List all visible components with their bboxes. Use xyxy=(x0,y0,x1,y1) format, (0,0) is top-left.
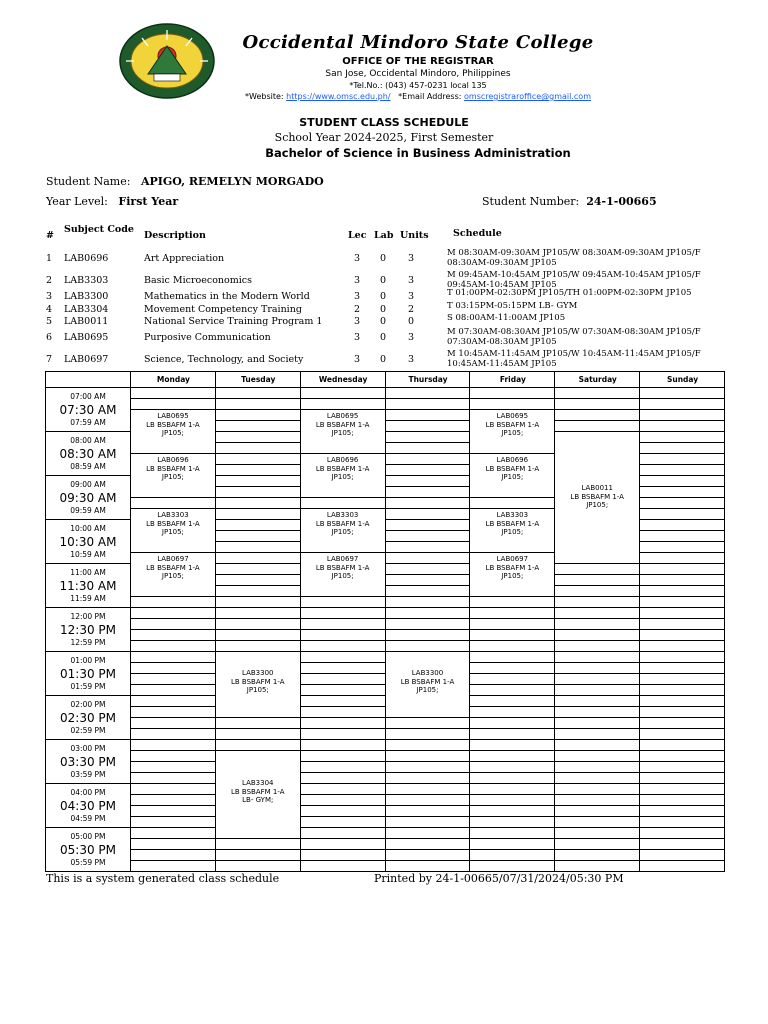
class-code: LAB3304 xyxy=(242,779,274,787)
class-block[interactable] xyxy=(301,509,385,553)
class-section: LB BSBAFM 1-A xyxy=(315,464,370,473)
class-code: LAB0695 xyxy=(496,412,529,420)
subject-code: LAB3303 xyxy=(64,275,109,286)
timetable-grid xyxy=(45,371,725,872)
class-block[interactable] xyxy=(131,410,215,454)
class-code: LAB0697 xyxy=(326,555,359,563)
college-seal-logo xyxy=(118,22,216,100)
grid-line xyxy=(130,640,724,641)
time-block xyxy=(46,519,130,563)
class-code: LAB3300 xyxy=(242,669,274,677)
time-mid: 10:30 AM xyxy=(59,535,117,549)
day-header: Friday xyxy=(469,372,555,388)
time-mid: 12:30 PM xyxy=(60,623,116,637)
time-start: 01:00 PM xyxy=(70,656,106,665)
class-section: LB BSBAFM 1-A xyxy=(146,464,200,473)
program-name: Bachelor of Science in Business Administration xyxy=(265,146,571,160)
class-section: LB BSBAFM 1-A xyxy=(146,519,200,528)
class-section: LB BSBAFM 1-A xyxy=(485,519,540,528)
class-code: LAB0696 xyxy=(157,456,189,464)
subject-lec: 3 xyxy=(353,275,361,286)
class-block[interactable] xyxy=(386,652,470,718)
grid-line xyxy=(130,420,724,421)
day-header: Saturday xyxy=(554,372,640,388)
time-end: 03:59 PM xyxy=(70,770,106,779)
grid-line xyxy=(130,728,724,729)
class-section: LB BSBAFM 1-A xyxy=(570,492,624,501)
time-block xyxy=(46,431,130,475)
time-mid: 07:30 AM xyxy=(59,403,117,417)
class-section: LB BSBAFM 1-A xyxy=(485,563,540,572)
grid-line xyxy=(639,372,640,871)
student-number: 24-1-00665 xyxy=(586,195,657,208)
subject-schedule: M 09:45AM-10:45AM JP105/W 09:45AM-10:45AM JP105/F 09:45AM-10:45AM JP105 xyxy=(447,270,701,290)
header-lab: Lab xyxy=(374,230,394,241)
time-block xyxy=(46,651,130,695)
subject-units: 3 xyxy=(407,291,415,302)
class-room: JP105; xyxy=(501,572,524,580)
subject-lec: 3 xyxy=(353,354,361,365)
class-block[interactable] xyxy=(555,432,639,564)
subject-description: Mathematics in the Modern World xyxy=(144,291,310,302)
time-end: 11:59 AM xyxy=(70,594,106,603)
day-header: Wednesday xyxy=(300,372,386,388)
class-code: LAB0695 xyxy=(326,412,359,420)
subject-lec: 3 xyxy=(353,316,361,327)
class-section: LB BSBAFM 1-A xyxy=(146,420,200,429)
subject-units: 0 xyxy=(407,316,415,327)
subject-code: LAB0011 xyxy=(64,316,109,327)
time-start: 05:00 PM xyxy=(70,832,106,841)
subject-schedule: T 03:15PM-05:15PM LB- GYM xyxy=(447,301,578,311)
class-block[interactable] xyxy=(301,410,385,454)
day-header: Thursday xyxy=(385,372,471,388)
class-code: LAB3303 xyxy=(157,511,189,519)
subject-code: LAB0696 xyxy=(64,253,109,264)
class-room: JP105; xyxy=(161,528,184,536)
class-section: LB BSBAFM 1-A xyxy=(485,420,540,429)
class-room: JP105; xyxy=(246,686,269,694)
class-room: JP105; xyxy=(161,473,184,481)
time-mid: 04:30 PM xyxy=(60,799,116,813)
website-label: *Website: xyxy=(245,92,284,101)
school-year: School Year 2024-2025, First Semester xyxy=(274,131,494,144)
class-code: LAB3303 xyxy=(326,511,359,519)
grid-line xyxy=(130,739,724,740)
website-link[interactable]: https://www.omsc.edu.ph/ xyxy=(286,92,391,101)
time-start: 02:00 PM xyxy=(70,700,106,709)
time-end: 12:59 PM xyxy=(70,638,106,647)
time-start: 09:00 AM xyxy=(70,480,106,489)
subject-code: LAB3304 xyxy=(64,304,109,315)
time-block xyxy=(46,827,130,871)
time-start: 11:00 AM xyxy=(70,568,106,577)
class-room: JP105; xyxy=(416,686,439,694)
year-level: First Year xyxy=(118,195,179,208)
time-mid: 03:30 PM xyxy=(60,755,116,769)
subject-lab: 0 xyxy=(379,291,387,302)
office-title: OFFICE OF THE REGISTRAR xyxy=(342,56,494,67)
time-block xyxy=(46,387,130,431)
subject-number: 5 xyxy=(46,316,53,327)
class-room: JP105; xyxy=(161,429,184,437)
class-code: LAB0695 xyxy=(157,412,189,420)
class-section: LB BSBAFM 1-A xyxy=(315,563,370,572)
subject-schedule: T 01:00PM-02:30PM JP105/TH 01:00PM-02:30PM JP105 xyxy=(447,288,692,298)
email-link[interactable]: omscregistraroffice@gmail.com xyxy=(464,92,591,101)
time-block xyxy=(46,739,130,783)
time-start: 12:00 PM xyxy=(70,612,106,621)
class-section: LB BSBAFM 1-A xyxy=(315,420,370,429)
class-section: LB BSBAFM 1-A xyxy=(485,464,540,473)
subject-units: 3 xyxy=(407,253,415,264)
grid-line xyxy=(130,409,724,410)
system-generated-note: This is a system generated class schedule xyxy=(46,872,280,885)
class-room: JP105; xyxy=(331,528,354,536)
grid-line xyxy=(130,629,724,630)
time-block xyxy=(46,563,130,607)
header-description: Description xyxy=(144,230,206,241)
subject-units: 3 xyxy=(407,275,415,286)
class-room: JP105; xyxy=(331,473,354,481)
class-block[interactable] xyxy=(131,454,215,498)
subject-units: 2 xyxy=(407,304,415,315)
printed-by: Printed by 24-1-00665/07/31/2024/05:30 PM xyxy=(374,872,624,885)
subject-lec: 3 xyxy=(353,253,361,264)
day-header: Monday xyxy=(130,372,216,388)
grid-line xyxy=(130,618,724,619)
year-level-row xyxy=(46,195,178,208)
college-name: Occidental Mindoro State College xyxy=(242,32,594,53)
document-title: STUDENT CLASS SCHEDULE xyxy=(299,116,469,129)
header-number: # xyxy=(46,230,54,241)
class-code: LAB0696 xyxy=(326,456,359,464)
subject-lab: 0 xyxy=(379,304,387,315)
subject-number: 4 xyxy=(46,304,53,315)
time-mid: 02:30 PM xyxy=(60,711,116,725)
class-section: LB BSBAFM 1-A xyxy=(146,563,200,572)
subjects-header-row xyxy=(46,225,726,247)
time-mid: 01:30 PM xyxy=(60,667,116,681)
class-room: JP105; xyxy=(161,572,184,580)
class-room: JP105; xyxy=(331,572,354,580)
header-lec: Lec xyxy=(348,230,367,241)
class-block[interactable] xyxy=(470,553,554,597)
time-end: 07:59 AM xyxy=(70,418,106,427)
student-name-row xyxy=(46,175,324,188)
time-end: 05:59 PM xyxy=(70,858,106,867)
grid-line xyxy=(130,585,724,586)
class-room: JP105; xyxy=(501,528,524,536)
grid-line xyxy=(130,849,724,850)
class-room: JP105; xyxy=(331,429,354,437)
subject-units: 3 xyxy=(407,354,415,365)
class-block[interactable] xyxy=(470,509,554,553)
grid-line xyxy=(130,596,724,597)
class-code: LAB0011 xyxy=(581,484,613,492)
class-section: LB BSBAFM 1-A xyxy=(230,677,285,686)
subject-code: LAB0697 xyxy=(64,354,109,365)
time-block xyxy=(46,475,130,519)
class-code: LAB3303 xyxy=(496,511,529,519)
subject-lab: 0 xyxy=(379,332,387,343)
email-label: *Email Address: xyxy=(398,92,462,101)
subject-lab: 0 xyxy=(379,354,387,365)
time-mid: 09:30 AM xyxy=(59,491,117,505)
subject-number: 6 xyxy=(46,332,53,343)
subject-schedule: S 08:00AM-11:00AM JP105 xyxy=(447,313,566,323)
class-section: LB BSBAFM 1-A xyxy=(400,677,455,686)
subject-lab: 0 xyxy=(379,275,387,286)
time-mid: 11:30 AM xyxy=(59,579,117,593)
class-block[interactable] xyxy=(216,652,300,718)
class-block[interactable] xyxy=(301,553,385,597)
time-end: 04:59 PM xyxy=(70,814,106,823)
subject-schedule: M 08:30AM-09:30AM JP105/W 08:30AM-09:30AM JP105/F 08:30AM-09:30AM JP105 xyxy=(447,248,701,268)
header-units: Units xyxy=(400,230,429,241)
time-start: 04:00 PM xyxy=(70,788,106,797)
subject-description: Art Appreciation xyxy=(144,253,225,264)
header-schedule: Schedule xyxy=(453,228,502,239)
time-end: 02:59 PM xyxy=(70,726,106,735)
subject-number: 3 xyxy=(46,291,53,302)
time-mid: 05:30 PM xyxy=(60,843,116,857)
time-start: 07:00 AM xyxy=(70,392,106,401)
subject-number: 1 xyxy=(46,253,53,264)
class-block[interactable] xyxy=(131,553,215,597)
student-name: APIGO, REMELYN MORGADO xyxy=(140,175,324,188)
subject-number: 7 xyxy=(46,354,53,365)
subject-lec: 3 xyxy=(353,291,361,302)
subject-description: Basic Microeconomics xyxy=(144,275,252,286)
time-end: 08:59 AM xyxy=(70,462,106,471)
header-subject-code: Subject Code xyxy=(64,224,134,235)
subject-description: National Service Training Program 1 xyxy=(144,316,323,327)
time-start: 03:00 PM xyxy=(70,744,106,753)
college-address: San Jose, Occidental Mindoro, Philippines xyxy=(325,69,511,79)
grid-line xyxy=(385,372,386,871)
subject-description: Science, Technology, and Society xyxy=(144,354,304,365)
class-room: LB- GYM; xyxy=(242,796,274,804)
subject-description: Movement Competency Training xyxy=(144,304,302,315)
subject-lec: 3 xyxy=(353,332,361,343)
grid-line xyxy=(130,574,724,575)
subject-code: LAB3300 xyxy=(64,291,109,302)
class-code: LAB0697 xyxy=(496,555,529,563)
class-room: JP105; xyxy=(501,429,524,437)
subject-lec: 2 xyxy=(353,304,361,315)
subject-schedule: M 10:45AM-11:45AM JP105/W 10:45AM-11:45AM JP105/F 10:45AM-11:45AM JP105 xyxy=(447,349,701,369)
subject-schedule: M 07:30AM-08:30AM JP105/W 07:30AM-08:30AM JP105/F 07:30AM-08:30AM JP105 xyxy=(447,327,701,347)
telephone-number: *Tel.No.: (043) 457-0231 local 135 xyxy=(349,81,487,90)
day-header: Sunday xyxy=(639,372,725,388)
class-block[interactable] xyxy=(216,751,300,839)
time-start: 10:00 AM xyxy=(70,524,106,533)
grid-line xyxy=(130,398,724,399)
student-number-label: Student Number: xyxy=(482,195,580,208)
class-code: LAB0696 xyxy=(496,456,529,464)
class-section: LB BSBAFM 1-A xyxy=(315,519,370,528)
time-block xyxy=(46,607,130,651)
class-code: LAB0697 xyxy=(157,555,189,563)
student-number-row xyxy=(482,195,657,208)
subject-lab: 0 xyxy=(379,316,387,327)
class-room: JP105; xyxy=(501,473,524,481)
class-block[interactable] xyxy=(301,454,385,498)
class-room: JP105; xyxy=(586,501,609,509)
time-mid: 08:30 AM xyxy=(59,447,117,461)
class-code: LAB3300 xyxy=(411,669,444,677)
time-end: 09:59 AM xyxy=(70,506,106,515)
grid-line xyxy=(130,607,724,608)
subject-number: 2 xyxy=(46,275,53,286)
class-block[interactable] xyxy=(470,410,554,454)
subject-units: 3 xyxy=(407,332,415,343)
class-section: LB BSBAFM 1-A xyxy=(230,787,285,796)
time-start: 08:00 AM xyxy=(70,436,106,445)
subject-description: Purposive Communication xyxy=(144,332,271,343)
time-end: 10:59 AM xyxy=(70,550,106,559)
class-block[interactable] xyxy=(470,454,554,498)
year-level-label: Year Level: xyxy=(46,195,108,208)
time-block xyxy=(46,783,130,827)
time-end: 01:59 PM xyxy=(70,682,106,691)
student-name-label: Student Name: xyxy=(46,175,131,188)
subject-lab: 0 xyxy=(379,253,387,264)
class-block[interactable] xyxy=(131,509,215,553)
day-header: Tuesday xyxy=(215,372,301,388)
subject-code: LAB0695 xyxy=(64,332,109,343)
grid-line xyxy=(130,860,724,861)
time-block xyxy=(46,695,130,739)
contact-line xyxy=(180,92,656,101)
